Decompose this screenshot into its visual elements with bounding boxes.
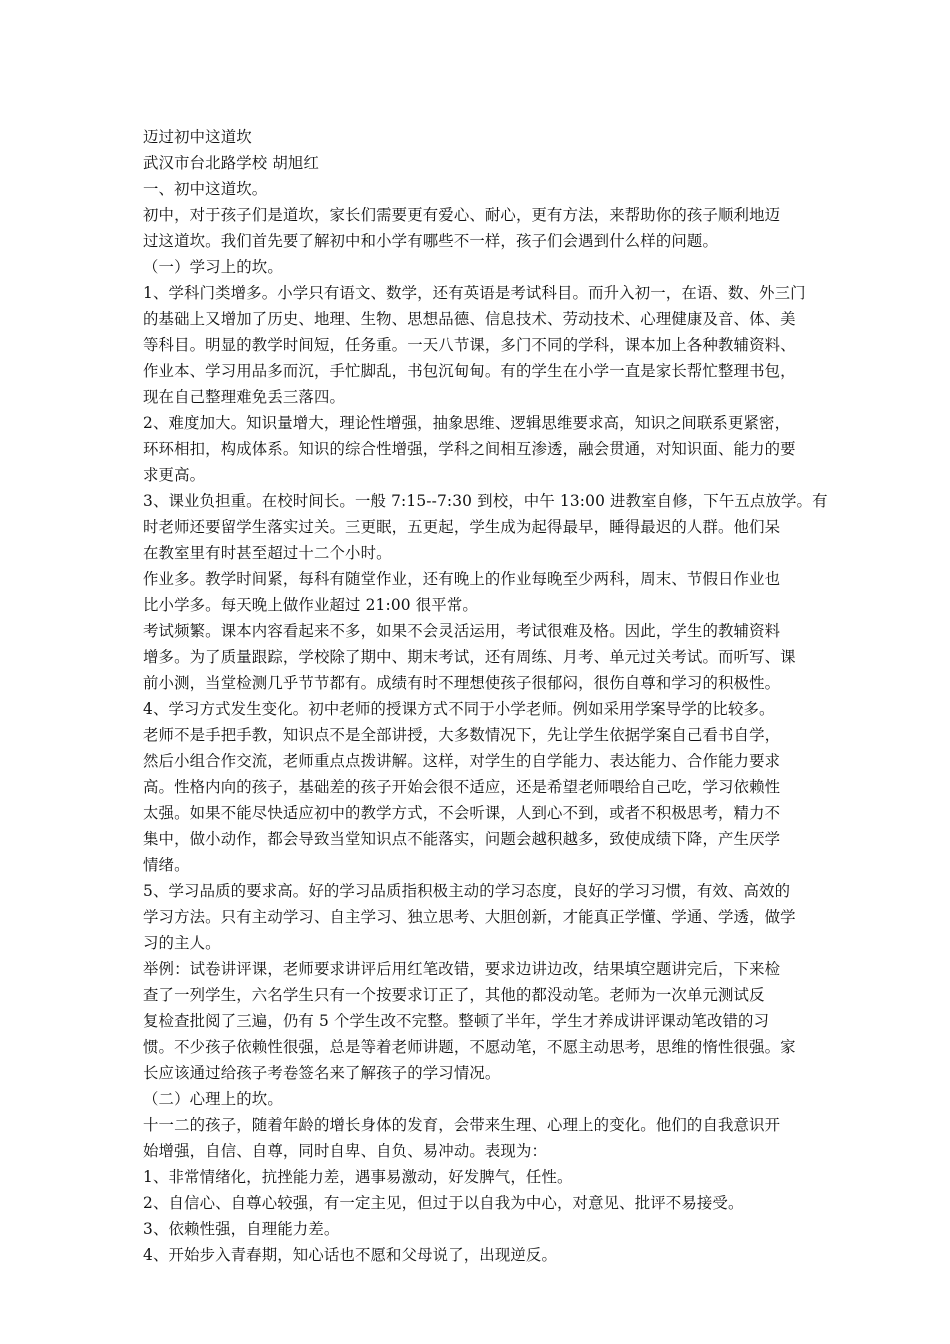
text-line: （一）学习上的坎。 xyxy=(143,258,283,276)
text-line: 等科目。明显的教学时间短，任务重。一天八节课，多门不同的学科，课本加上各种教辅资料、 xyxy=(143,336,796,354)
text-line: 情绪。 xyxy=(143,856,190,874)
text-line: 比小学多。每天晚上做作业超过 21:00 很平常。 xyxy=(143,596,478,614)
text-line: 在教室里有时甚至超过十二个小时。 xyxy=(143,544,392,562)
text-line: 求更高。 xyxy=(143,466,206,484)
text-line: 前小测，当堂检测几乎节节都有。成绩有时不理想使孩子很郁闷，很伤自尊和学习的积极性。 xyxy=(143,674,781,692)
text-line: 查了一列学生，六名学生只有一个按要求订正了，其他的都没动笔。老师为一次单元测试反 xyxy=(143,986,765,1004)
document-title: 迈过初中这道坎 xyxy=(143,128,252,146)
text-line: 十一二的孩子，随着年龄的增长身体的发育，会带来生理、心理上的变化。他们的自我意识开 xyxy=(143,1116,781,1134)
text-line: 3、依赖性强，自理能力差。 xyxy=(143,1220,340,1238)
text-line: 学习方法。只有主动学习、自主学习、独立思考、大胆创新，才能真正学懂、学通、学透，做学 xyxy=(143,908,796,926)
text-line: 作业多。教学时间紧，每科有随堂作业，还有晚上的作业每晚至少两科，周末、节假日作业也 xyxy=(143,570,781,588)
document-author: 武汉市台北路学校 胡旭红 xyxy=(143,154,319,172)
text-line: 考试频繁。课本内容看起来不多，如果不会灵活运用，考试很难及格。因此，学生的教辅资料 xyxy=(143,622,781,640)
document-page xyxy=(143,124,828,1268)
text-line: 集中，做小动作，都会导致当堂知识点不能落实，问题会越积越多，致使成绩下降，产生厌学 xyxy=(143,830,781,848)
text-line: 时老师还要留学生落实过关。三更眠，五更起，学生成为起得最早，睡得最迟的人群。他们呆 xyxy=(143,518,781,536)
text-line: 高。性格内向的孩子，基础差的孩子开始会很不适应，还是希望老师喂给自己吃，学习依赖性 xyxy=(143,778,781,796)
text-line: 2、难度加大。知识量增大，理论性增强，抽象思维、逻辑思维要求高，知识之间联系更紧密， xyxy=(143,414,791,432)
text-line: 1、非常情绪化，抗挫能力差，遇事易激动，好发脾气，任性。 xyxy=(143,1168,573,1186)
text-line: 现在自己整理难免丢三落四。 xyxy=(143,388,346,406)
text-line: 增多。为了质量跟踪，学校除了期中、期末考试，还有周练、月考、单元过关考试。而听写、课 xyxy=(143,648,796,666)
text-line: 5、学习品质的要求高。好的学习品质指积极主动的学习态度，良好的学习习惯，有效、高效的 xyxy=(143,882,791,900)
text-line: 举例：试卷讲评课，老师要求讲评后用红笔改错，要求边讲边改，结果填空题讲完后，下来检 xyxy=(143,960,781,978)
text-line: 的基础上又增加了历史、地理、生物、思想品德、信息技术、劳动技术、心理健康及音、体、美 xyxy=(143,310,796,328)
text-line: 太强。如果不能尽快适应初中的教学方式，不会听课，人到心不到，或者不积极思考，精力不 xyxy=(143,804,781,822)
text-line: 过这道坎。我们首先要了解初中和小学有哪些不一样，孩子们会遇到什么样的问题。 xyxy=(143,232,719,250)
text-line: 习的主人。 xyxy=(143,934,221,952)
text-line: 2、自信心、自尊心较强，有一定主见，但过于以自我为中心，对意见、批评不易接受。 xyxy=(143,1194,744,1212)
text-line: （二）心理上的坎。 xyxy=(143,1090,283,1108)
text-line: 3、课业负担重。在校时间长。一般 7:15--7:30 到校，中午 13:00 进教室自修，下午五点放学。有 xyxy=(143,492,828,510)
text-line: 然后小组合作交流，老师重点点拨讲解。这样，对学生的自学能力、表达能力、合作能力要求 xyxy=(143,752,781,770)
text-line: 始增强，自信、自尊，同时自卑、自负、易冲动。表现为： xyxy=(143,1142,548,1160)
text-line: 4、开始步入青春期，知心话也不愿和父母说了，出现逆反。 xyxy=(143,1246,557,1264)
text-line: 4、学习方式发生变化。初中老师的授课方式不同于小学老师。例如采用学案导学的比较多。 xyxy=(143,700,775,718)
text-line: 作业本、学习用品多而沉，手忙脚乱，书包沉甸甸。有的学生在小学一直是家长帮忙整理书包， xyxy=(143,362,796,380)
text-line: 环环相扣，构成体系。知识的综合性增强，学科之间相互渗透，融会贯通，对知识面、能力的要 xyxy=(143,440,796,458)
text-line: 一、初中这道坎。 xyxy=(143,180,268,198)
text-line: 长应该通过给孩子考卷签名来了解孩子的学习情况。 xyxy=(143,1064,501,1082)
text-line: 1、学科门类增多。小学只有语文、数学，还有英语是考试科目。而升入初一，在语、数、外三门 xyxy=(143,284,806,302)
text-line: 老师不是手把手教，知识点不是全部讲授，大多数情况下，先让学生依据学案自己看书自学， xyxy=(143,726,781,744)
text-line: 初中，对于孩子们是道坎，家长们需要更有爱心、耐心，更有方法，来帮助你的孩子顺利地迈 xyxy=(143,206,781,224)
text-line: 复检查批阅了三遍，仍有 5 个学生改不完整。整顿了半年，学生才养成讲评课动笔改错的习 xyxy=(143,1012,770,1030)
text-line: 惯。不少孩子依赖性很强，总是等着老师讲题，不愿动笔，不愿主动思考，思维的惰性很强。家 xyxy=(143,1038,796,1056)
